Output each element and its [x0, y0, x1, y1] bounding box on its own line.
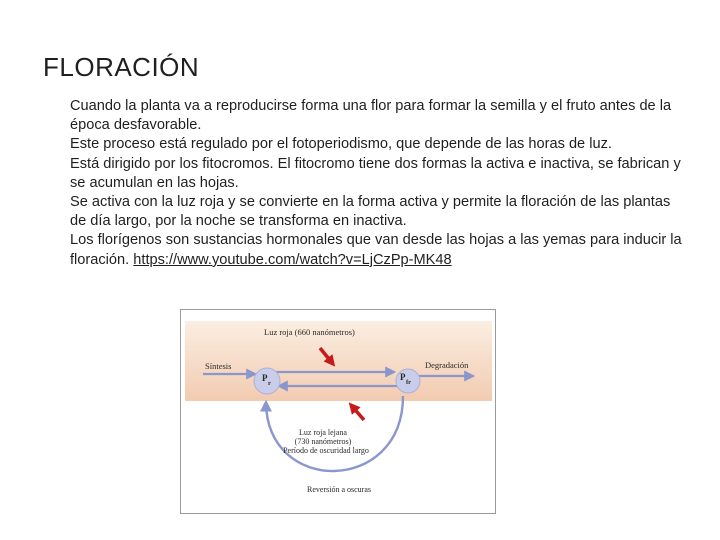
phytochrome-cycle-svg [181, 310, 497, 515]
pfr-subscript: fr [406, 379, 412, 386]
paragraph-phytochromes: Está dirigido por los fitocromos. El fitocromo tiene dos formas la activa e inactiva, se fabrican y se acumulan en las hojas. [70, 155, 681, 191]
florigens-text: Los florígenos son sustancias hormonales que van desde las hojas a las yemas para inducir la floración. [70, 232, 682, 268]
video-link[interactable]: https://www.youtube.com/watch?v=LjCzPp-MK48 [133, 251, 452, 268]
pfr-base-text: P [400, 372, 406, 382]
synthesis-label: Síntesis [205, 361, 232, 371]
pr-base-text: P [262, 373, 268, 383]
phytochrome-diagram [180, 309, 496, 514]
paragraph-reproduction: Cuando la planta va a reproducirse forma una flor para formar la semilla y el fruto antes de la época desfavorable. [70, 98, 672, 134]
degradation-label: Degradación [425, 360, 469, 370]
pr-subscript: r [268, 380, 271, 387]
red-light-label: Luz roja (660 nanómetros) [264, 327, 355, 337]
reversion-label: Reversión a oscuras [307, 485, 371, 494]
paragraph-activation: Se activa con la luz roja y se convierte en la forma activa y permite la floración de las plantas de día largo, por la noche se transforma en inactiva. [70, 194, 671, 230]
paragraph-photoperiodism: Este proceso está regulado por el fotoperiodismo, que depende de las horas de luz. [70, 136, 612, 153]
far-red-light-arrow [351, 405, 364, 420]
far-red-label-3: Período de oscuridad largo [283, 446, 369, 455]
slide-title: FLORACIÓN [43, 52, 200, 82]
far-red-label-1: Luz roja lejana [299, 428, 347, 437]
far-red-label-2: (730 nanómetros) [294, 437, 352, 446]
slide-body [70, 97, 685, 270]
paragraph-florigens [70, 231, 685, 269]
